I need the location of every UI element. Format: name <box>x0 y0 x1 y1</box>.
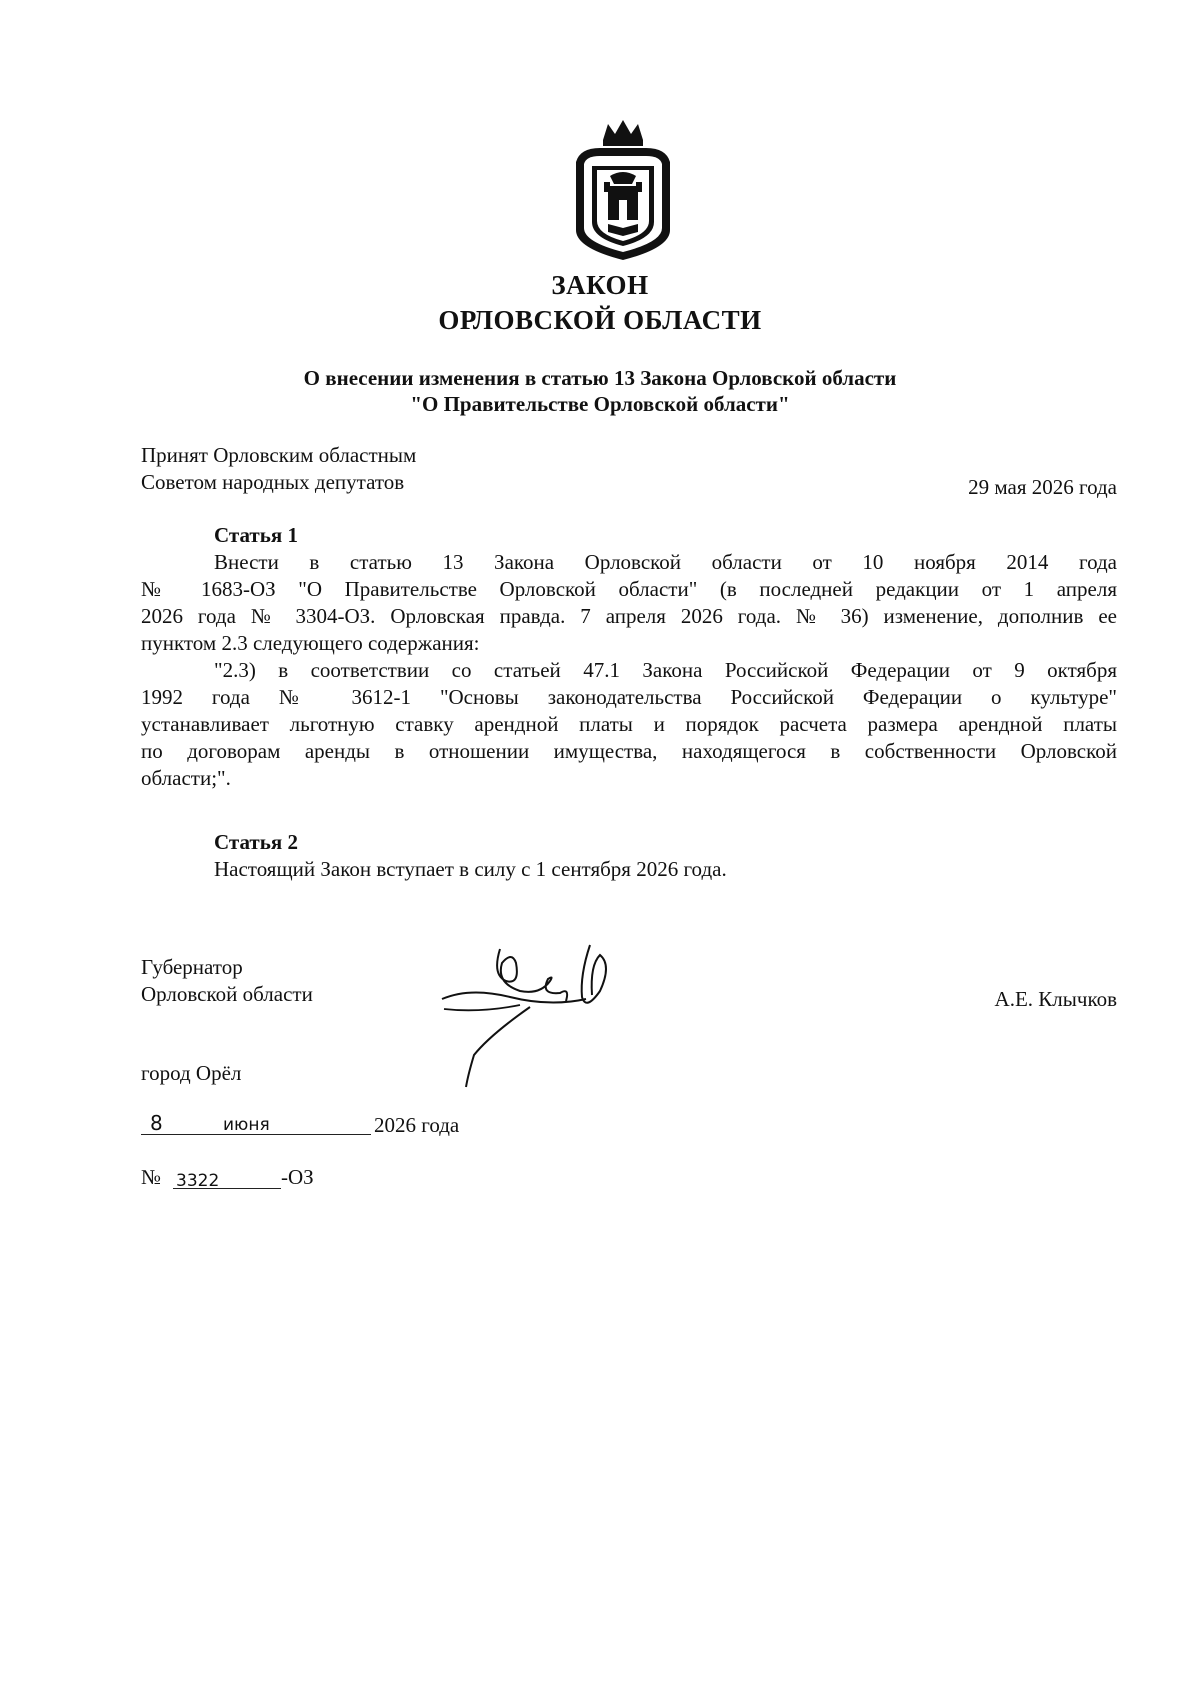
article1-p2-line1: "2.3) в соответствии со статьей 47.1 Закона Российской Федерации от 9 октября <box>214 658 1117 682</box>
article1-p1-line4: пунктом 2.3 следующего содержания: <box>141 631 480 655</box>
date-month-handwritten: июня <box>223 1115 270 1135</box>
adoption-date: 29 мая 2026 года <box>968 475 1117 499</box>
article1-p2-line4: по договорам аренды в отношении имущества, находящегося в собственности Орловской <box>141 739 1117 763</box>
article1-p2-line3: устанавливает льготную ставку арендной платы и порядок расчета размера арендной платы <box>141 712 1117 736</box>
law-number-handwritten: 3322 <box>176 1171 220 1191</box>
governor-title-line1: Губернатор <box>141 955 243 979</box>
handwritten-signature <box>440 935 640 1090</box>
date-day-handwritten: 8 <box>150 1111 163 1135</box>
place-city: город Орёл <box>141 1061 242 1085</box>
orel-coat-of-arms-emblem <box>570 118 676 262</box>
governor-name: А.Е. Клычков <box>994 987 1117 1011</box>
governor-title-line2: Орловской области <box>141 982 313 1006</box>
adoption-line1: Принят Орловским областным <box>141 443 417 467</box>
law-number-prefix: № <box>141 1165 162 1189</box>
article1-p2-line2: 1992 года № 3612-1 "Основы законодательства Российской Федерации о культуре" <box>141 685 1117 709</box>
article1-p1-line3: 2026 года № 3304-ОЗ. Орловская правда. 7 апреля 2026 года. № 36) изменение, дополнив ее <box>141 604 1117 628</box>
article1-p2-line5: области;". <box>141 766 231 790</box>
date-year: 2026 года <box>374 1113 460 1137</box>
article1-heading: Статья 1 <box>214 523 298 547</box>
adoption-line2: Советом народных депутатов <box>141 470 405 494</box>
article2-text: Настоящий Закон вступает в силу с 1 сентября 2026 года. <box>214 857 727 881</box>
article1-p1-line1: Внести в статью 13 Закона Орловской области от 10 ноября 2014 года <box>214 550 1117 574</box>
article1-p1-line2: № 1683-ОЗ "О Правительстве Орловской области" (в последней редакции от 1 апреля <box>141 577 1117 601</box>
law-title-line1: ЗАКОН <box>551 270 649 300</box>
law-title-line2: ОРЛОВСКОЙ ОБЛАСТИ <box>438 305 762 335</box>
article2-heading: Статья 2 <box>214 830 298 854</box>
law-subtitle-line1: О внесении изменения в статью 13 Закона Орловской области <box>303 366 897 390</box>
law-number-suffix: -ОЗ <box>281 1165 314 1189</box>
law-subtitle-line2: "О Правительстве Орловской области" <box>410 392 790 416</box>
